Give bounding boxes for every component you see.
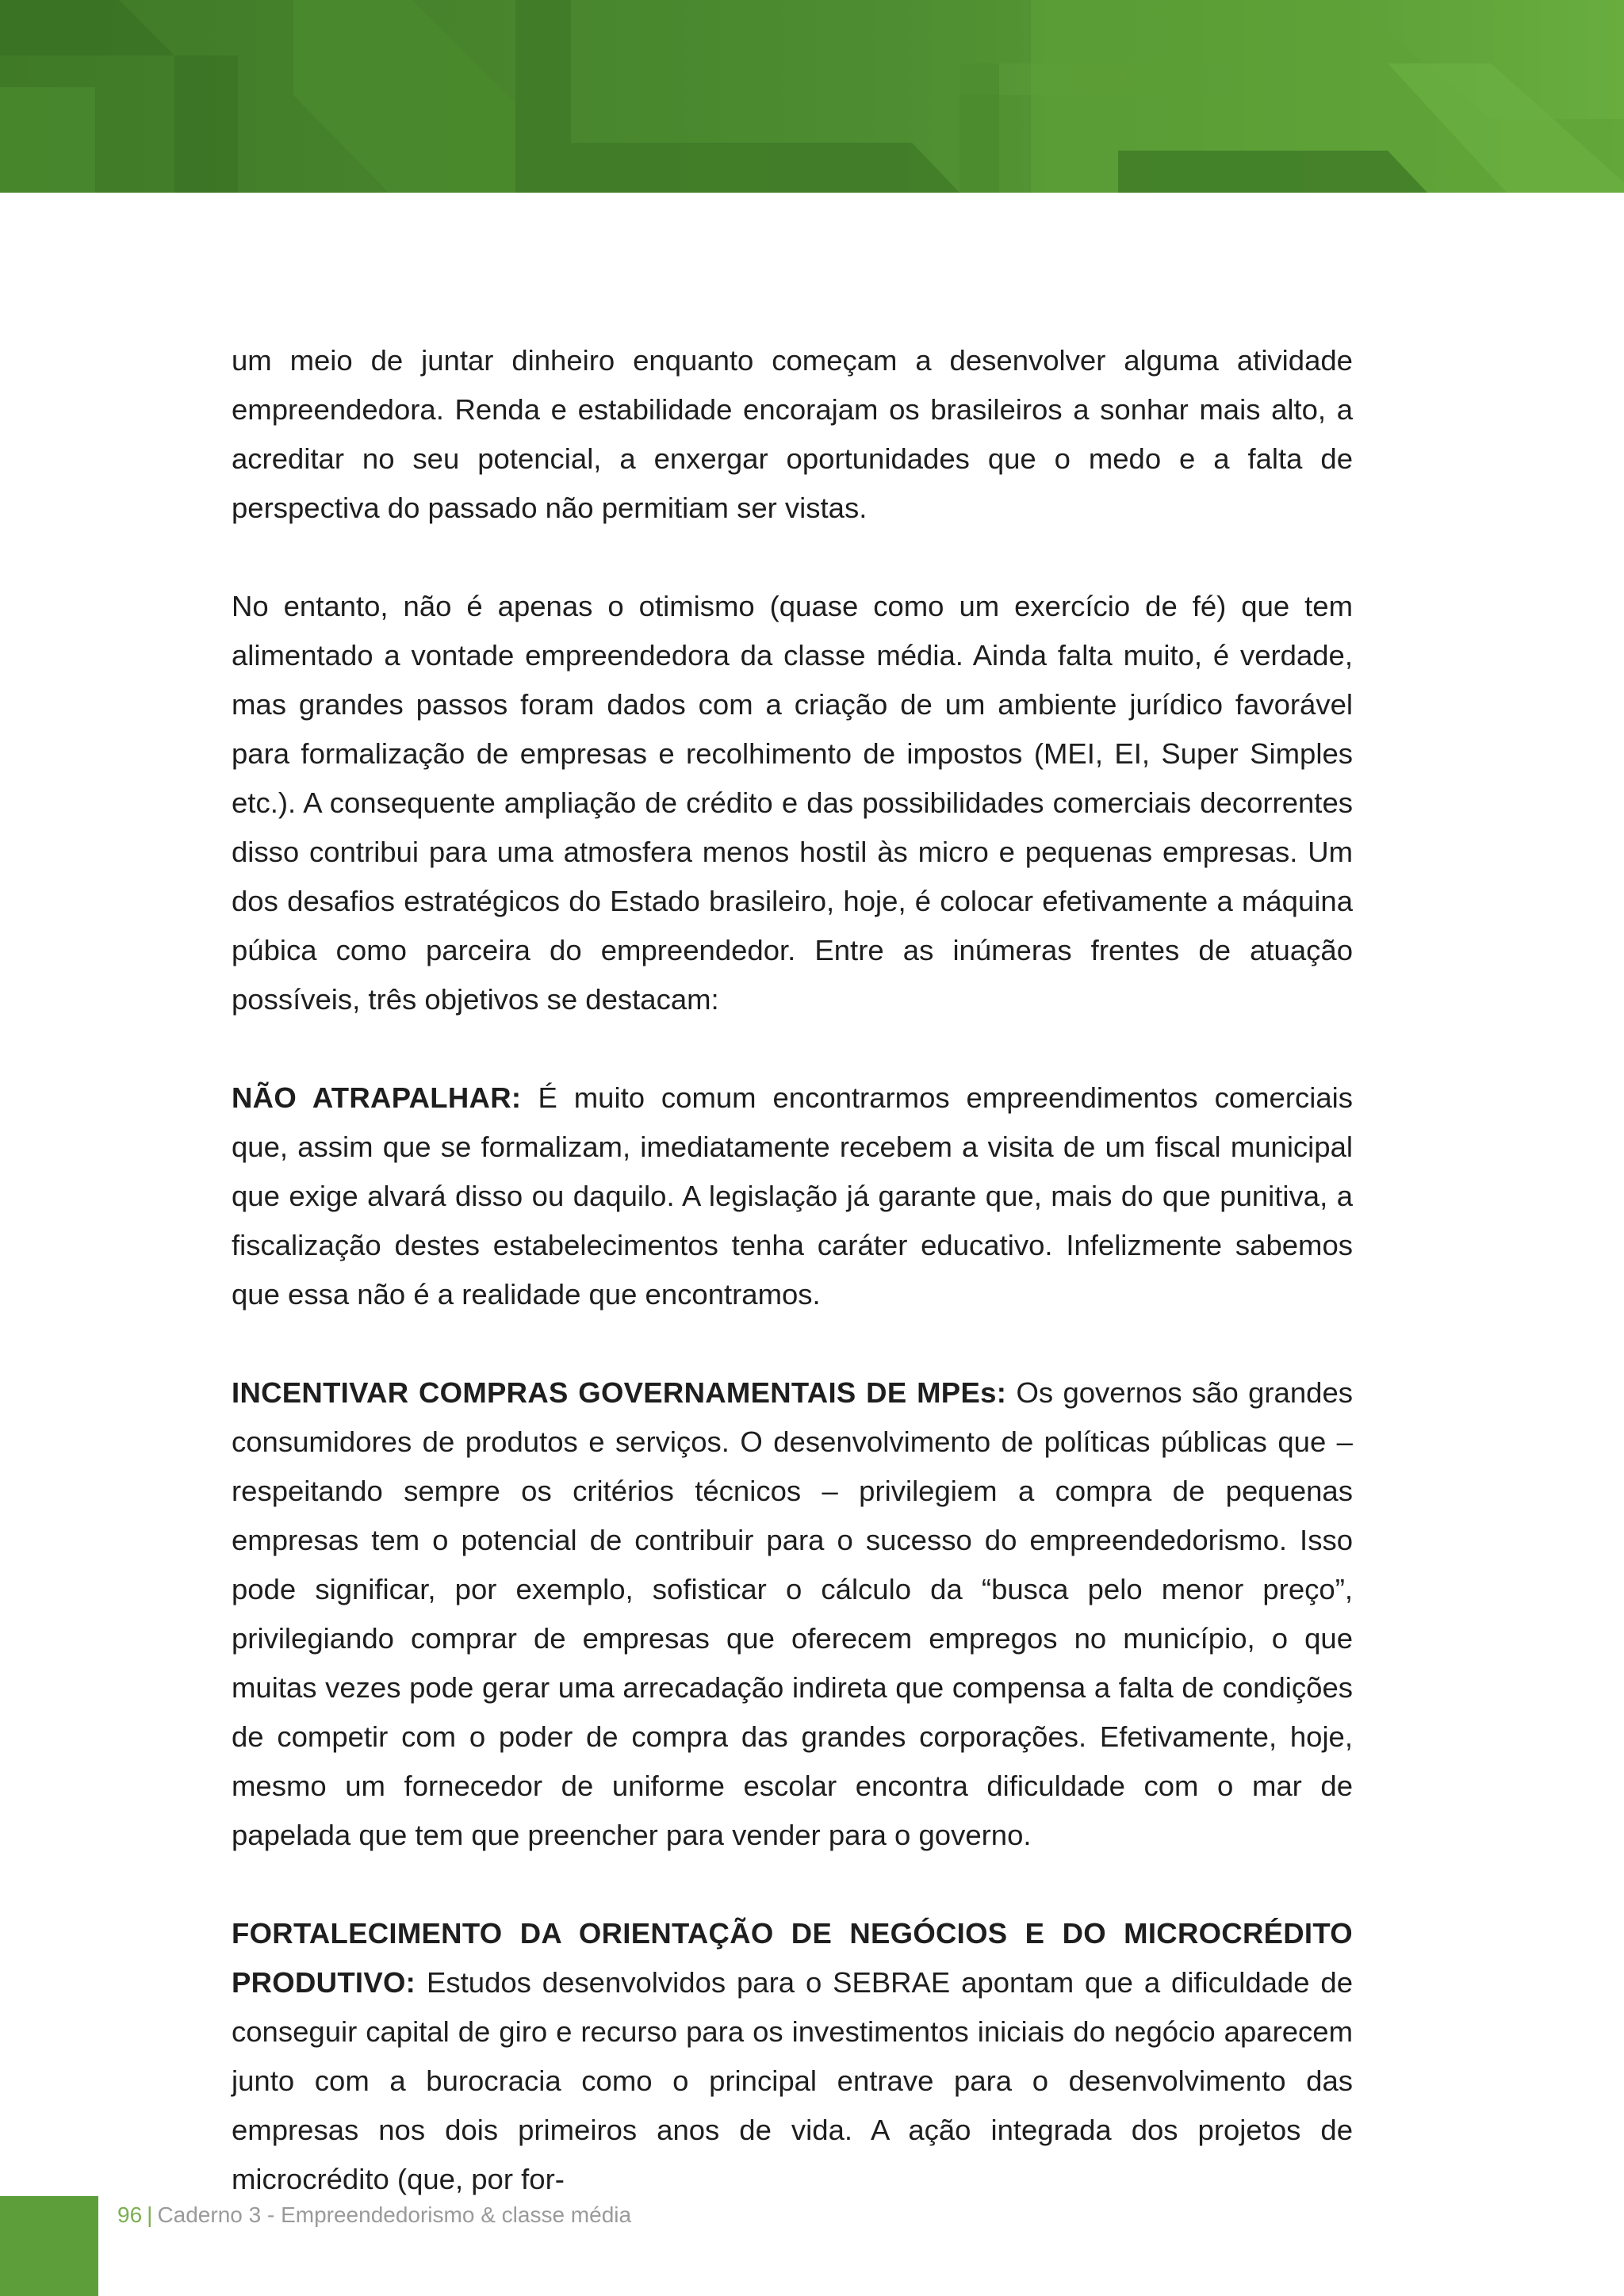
paragraph <box>232 336 1353 533</box>
paragraph <box>232 1073 1353 1319</box>
footer-color-block <box>0 2196 98 2296</box>
paragraph-text: É muito comum encontrarmos empreendimentos comerciais que, assim que se formalizam, imediatamente recebem a visita de um fiscal municipal que exige alvará disso ou daquilo. A legislação já garante que, mais do que punitiva, a fiscalização destes estabelecimentos tenha caráter educativo. Infelizmente sabemos que essa não é a realidade que encontramos. <box>232 1081 1353 1311</box>
page-number: 96 <box>117 2202 143 2227</box>
paragraph <box>232 582 1353 1024</box>
paragraph-text: Estudos desenvolvidos para o SEBRAE apontam que a dificuldade de conseguir capital de giro e recurso para os investimentos iniciais do negócio aparecem junto com a burocracia como o principal entrave para o desenvolvimento das empresas nos dois primeiros anos de vida. A ação integrada dos projetos de microcrédito (que, por for- <box>232 1966 1353 2195</box>
paragraph-lead: INCENTIVAR COMPRAS GOVERNAMENTAIS DE MPEs: <box>232 1376 1007 1409</box>
page-footer <box>117 2202 631 2228</box>
section-title: Caderno 3 - Empreendedorismo & classe média <box>157 2202 632 2227</box>
paragraph <box>232 1368 1353 1860</box>
header-geometric-pattern <box>0 0 1624 193</box>
paragraph-text: Os governos são grandes consumidores de produtos e serviços. O desenvolvimento de políticas públicas que – respeitando sempre os critérios técnicos – privilegiem a compra de pequenas empresas tem o potencial de contribuir para o sucesso do empreendedorismo. Isso pode significar, por exemplo, sofisticar o cálculo da “busca pelo menor preço”, privilegiando comprar de empresas que oferecem empregos no município, o que muitas vezes pode gerar uma arrecadação indireta que compensa a falta de condições de competir com o poder de compra das grandes corporações. Efetivamente, hoje, mesmo um fornecedor de uniforme escolar encontra dificuldade com o mar de papelada que tem que preencher para vender para o governo. <box>232 1376 1353 1851</box>
body-text <box>232 336 1353 2204</box>
header-banner <box>0 0 1624 193</box>
footer-separator: | <box>147 2202 153 2227</box>
paragraph-text: No entanto, não é apenas o otimismo (quase como um exercício de fé) que tem alimentado a vontade empreendedora da classe média. Ainda falta muito, é verdade, mas grandes passos foram dados com a criação de um ambiente jurídico favorável para formalização de empresas e recolhimento de impostos (MEI, EI, Super Simples etc.). A consequente ampliação de crédito e das possibilidades comerciais decorrentes disso contribui para uma atmosfera menos hostil às micro e pequenas empresas. Um dos desafios estratégicos do Estado brasileiro, hoje, é colocar efetivamente a máquina púbica como parceira do empreendedor. Entre as inúmeras frentes de atuação possíveis, três objetivos se destacam: <box>232 590 1353 1016</box>
paragraph <box>232 1909 1353 2204</box>
paragraph-text: um meio de juntar dinheiro enquanto começam a desenvolver alguma atividade empreendedora. Renda e estabilidade encorajam os brasileiros a sonhar mais alto, a acreditar no seu potencial, a enxergar oportunidades que o medo e a falta de perspectiva do passado não permitiam ser vistas. <box>232 344 1353 524</box>
paragraph-lead: FORTALECIMENTO DA ORIENTAÇÃO DE NEGÓCIOS E DO MICROCRÉDITO PRODUTIVO: <box>232 1917 1353 1999</box>
paragraph-lead: NÃO ATRAPALHAR: <box>232 1081 538 1114</box>
